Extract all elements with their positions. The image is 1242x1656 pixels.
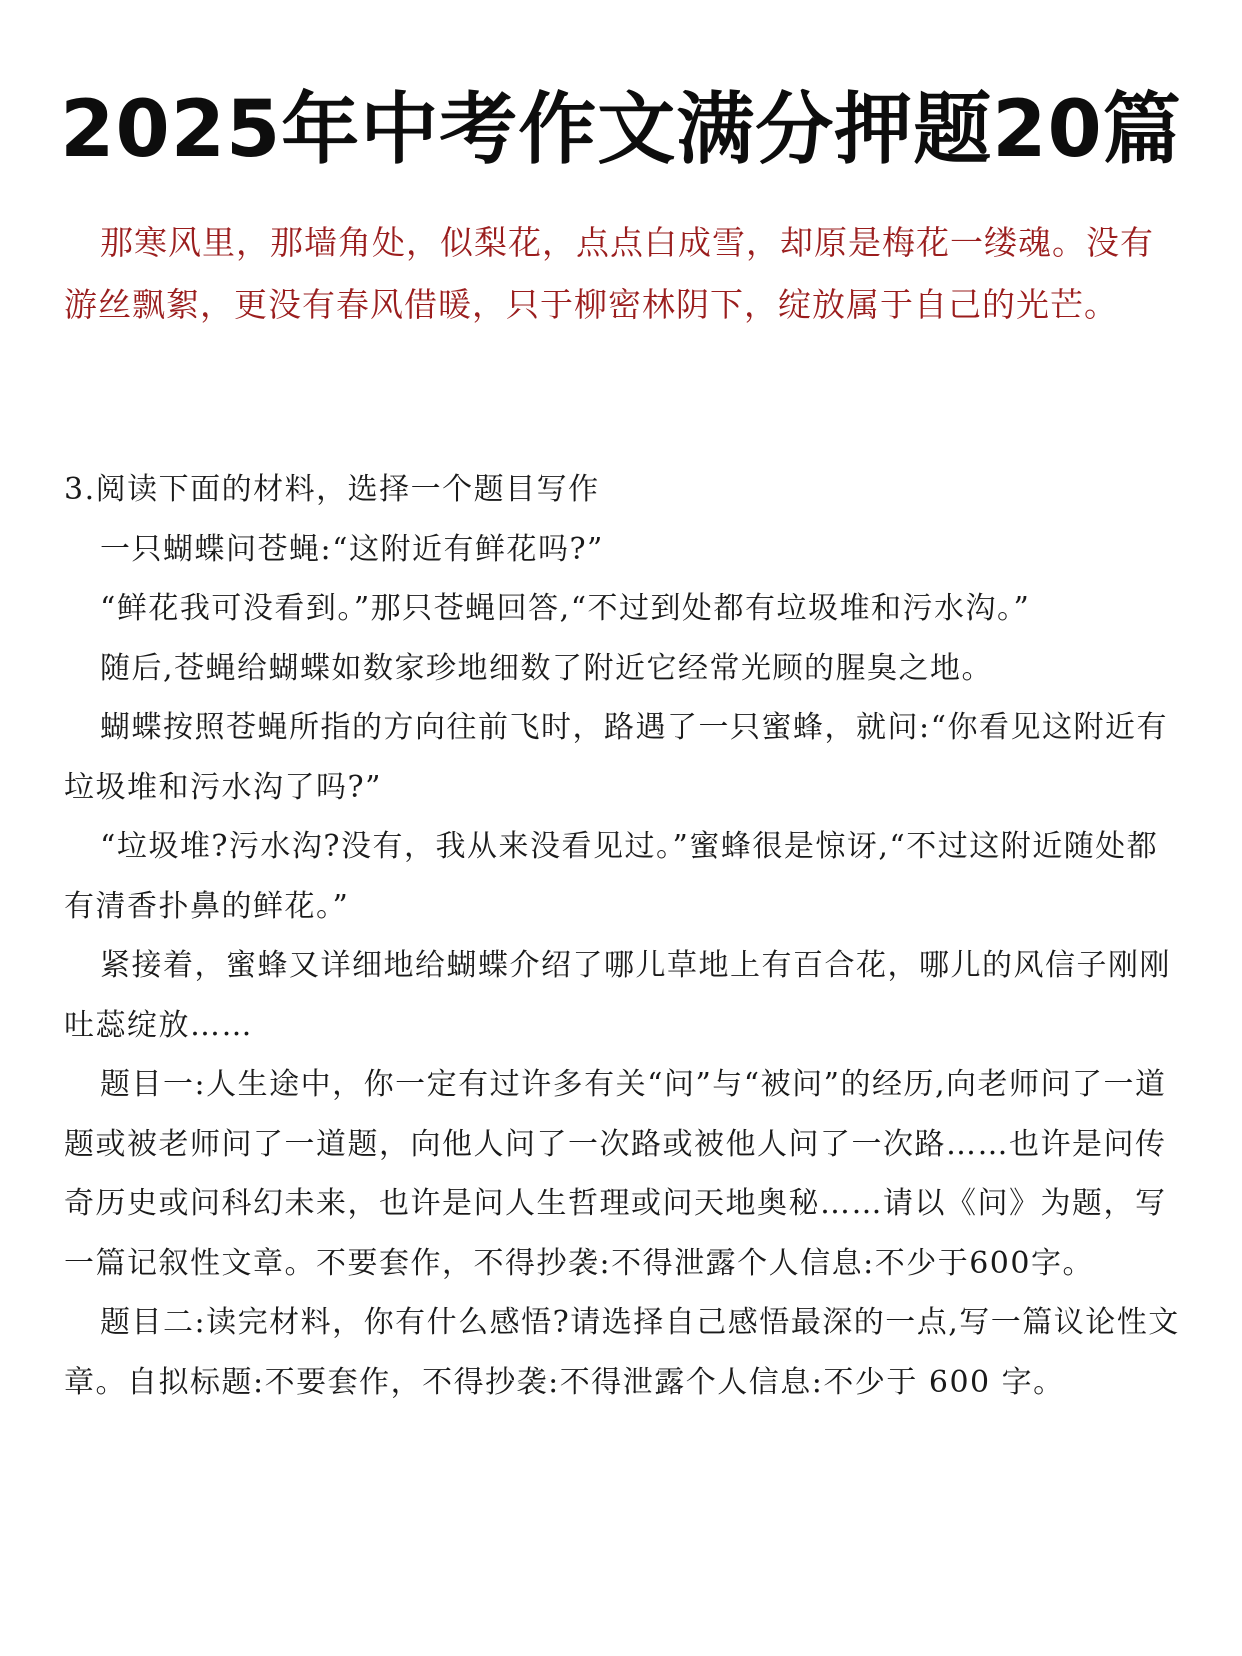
quote-block	[64, 212, 1184, 336]
prompt-paragraph-5: “垃圾堆?污水沟?没有，我从来没看见过。”蜜蜂很是惊讶,“不过这附近随处都有清香扑鼻的鲜花。”	[64, 829, 1159, 924]
prompt-heading: 3.阅读下面的材料，选择一个题目写作	[64, 472, 600, 507]
topic-two: 题目二:读完材料，你有什么感悟?请选择自己感悟最深的一点,写一篇议论性文章。自拟标题:不要套作，不得抄袭:不得泄露个人信息:不少于 600 字。	[64, 1305, 1180, 1400]
prompt-paragraph-6: 紧接着，蜜蜂又详细地给蝴蝶介绍了哪儿草地上有百合花，哪儿的风信子刚刚吐蕊绽放……	[64, 948, 1171, 1043]
prompt-section	[64, 460, 1184, 1412]
topic-one: 题目一:人生途中，你一定有过许多有关“问”与“被问”的经历,向老师问了一道题或被老师问了一道题，向他人问了一次路或被他人问了一次路……也许是问传奇历史或问科幻未来，也许是问人生哲理或问天地奥秘……请以《问》为题，写一篇记叙性文章。不要套作，不得抄袭:不得泄露个人信息:不少于600字。	[64, 1067, 1167, 1281]
prompt-paragraph-3: 随后,苍蝇给蝴蝶如数家珍地细数了附近它经常光顾的腥臭之地。	[100, 650, 994, 686]
page-title: 2025年中考作文满分押题20篇	[60, 85, 1182, 175]
quote-paragraph: 那寒风里，那墙角处，似梨花，点点白成雪，却原是梅花一缕魂。没有游丝飘絮，更没有春风借暖，只于柳密林阴下，绽放属于自己的光芒。	[64, 223, 1154, 324]
prompt-paragraph-2: “鲜花我可没看到。”那只苍蝇回答,“不过到处都有垃圾堆和污水沟。”	[100, 591, 1031, 626]
prompt-paragraph-1: 一只蝴蝶问苍蝇:“这附近有鲜花吗?”	[100, 531, 604, 567]
prompt-paragraph-4: 蝴蝶按照苍蝇所指的方向往前飞时，路遇了一只蜜蜂，就问:“你看见这附近有垃圾堆和污水沟了吗?”	[64, 710, 1168, 805]
